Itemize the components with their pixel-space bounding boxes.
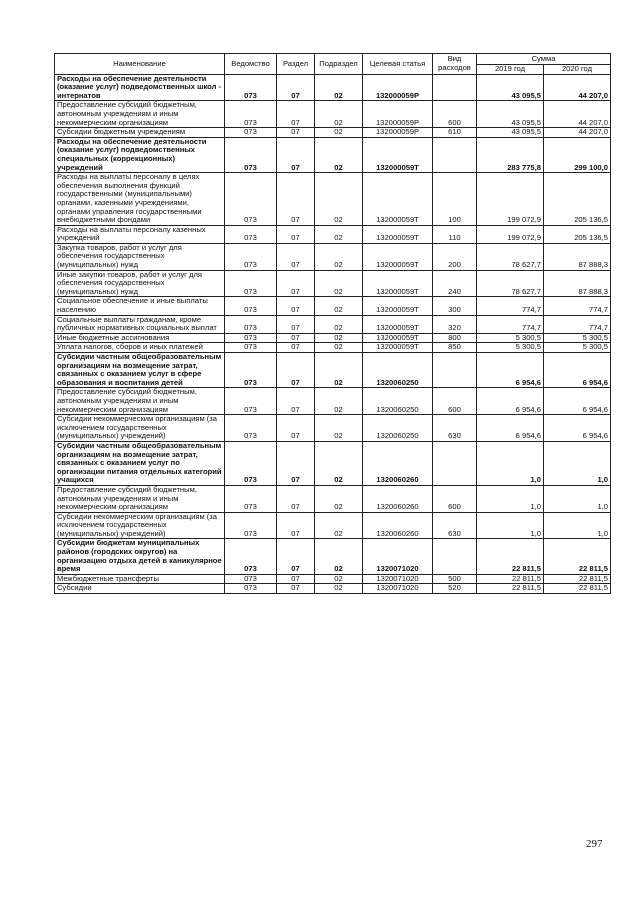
table-row [55,225,611,243]
row-section: 07 [277,173,315,226]
row-subsection: 02 [315,137,363,172]
row-exptype [433,441,477,485]
row-subsection: 02 [315,539,363,574]
row-subsection: 02 [315,315,363,333]
row-dept: 073 [225,101,277,128]
row-section: 07 [277,333,315,343]
row-sum-2020: 6 954,6 [544,353,611,388]
table-row [55,297,611,315]
row-sum-2020: 6 954,6 [544,415,611,442]
row-section: 07 [277,441,315,485]
row-sum-2019: 5 300,5 [477,333,544,343]
row-exptype: 300 [433,297,477,315]
row-name: Предоставление субсидий бюджетным, автономным учреждениям и иным некоммерческим организациям [55,101,225,128]
budget-table [54,53,611,594]
row-sum-2019: 1,0 [477,485,544,512]
row-sum-2020: 22 811,5 [544,539,611,574]
row-dept: 073 [225,388,277,415]
row-sum-2019: 43 095,5 [477,128,544,138]
row-sum-2019: 774,7 [477,315,544,333]
row-sum-2019: 6 954,6 [477,353,544,388]
row-dept: 073 [225,128,277,138]
row-sum-2020: 5 300,5 [544,343,611,353]
row-dept: 073 [225,333,277,343]
row-target: 1320060250 [363,415,433,442]
row-subsection: 02 [315,270,363,297]
row-dept: 073 [225,137,277,172]
row-subsection: 02 [315,128,363,138]
row-name: Субсидии бюджетным учреждениям [55,128,225,138]
row-target: 1320060260 [363,485,433,512]
row-exptype: 850 [433,343,477,353]
row-dept: 073 [225,485,277,512]
row-subsection: 02 [315,485,363,512]
table-row [55,173,611,226]
row-section: 07 [277,315,315,333]
table-row [55,388,611,415]
row-subsection: 02 [315,353,363,388]
row-subsection: 02 [315,101,363,128]
row-subsection: 02 [315,333,363,343]
row-subsection: 02 [315,584,363,594]
table-row [55,512,611,539]
row-exptype [433,74,477,101]
table-row [55,137,611,172]
row-exptype: 600 [433,101,477,128]
row-section: 07 [277,388,315,415]
row-target: 132000059Т [363,173,433,226]
row-exptype: 610 [433,128,477,138]
table-row [55,101,611,128]
row-subsection: 02 [315,343,363,353]
header-section: Раздел [277,54,315,75]
row-exptype: 500 [433,574,477,584]
row-exptype: 600 [433,485,477,512]
header-year-2020: 2020 год [544,65,611,75]
row-name: Предоставление субсидий бюджетным, автономным учреждениям и иным некоммерческим организациям [55,388,225,415]
row-dept: 073 [225,225,277,243]
row-name: Уплата налогов, сборов и иных платежей [55,343,225,353]
row-exptype [433,353,477,388]
table-row [55,485,611,512]
row-dept: 073 [225,441,277,485]
row-target: 132000059Т [363,297,433,315]
header-sum: Сумма [477,54,611,65]
row-sum-2019: 22 811,5 [477,539,544,574]
row-sum-2019: 6 954,6 [477,415,544,442]
row-name: Субсидии частным общеобразовательным организациям на возмещение затрат, связанных с оказанием услуг по организации питания отдельных категорий учащихся [55,441,225,485]
row-name: Расходы на обеспечение деятельности (оказание услуг) подведомственных специальных (коррекционных) учреждений [55,137,225,172]
row-section: 07 [277,353,315,388]
row-dept: 073 [225,315,277,333]
row-section: 07 [277,343,315,353]
row-target: 1320071020 [363,574,433,584]
row-exptype: 630 [433,415,477,442]
row-dept: 073 [225,297,277,315]
row-name: Иные закупки товаров, работ и услуг для обеспечения государственных (муниципальных) нужд [55,270,225,297]
row-section: 07 [277,539,315,574]
row-exptype: 630 [433,512,477,539]
row-name: Субсидии некоммерческим организациям (за исключением государственных (муниципальных) учреждений) [55,512,225,539]
row-section: 07 [277,584,315,594]
row-sum-2019: 43 095,5 [477,101,544,128]
row-name: Иные бюджетные ассигнования [55,333,225,343]
row-exptype: 240 [433,270,477,297]
row-sum-2020: 1,0 [544,485,611,512]
row-section: 07 [277,415,315,442]
row-subsection: 02 [315,415,363,442]
row-sum-2019: 43 095,5 [477,74,544,101]
row-sum-2019: 78 627,7 [477,243,544,270]
row-section: 07 [277,137,315,172]
header-exptype: Вид расходов [433,54,477,75]
row-target: 132000059Т [363,225,433,243]
row-name: Закупка товаров, работ и услуг для обеспечения государственных (муниципальных) нужд [55,243,225,270]
row-sum-2019: 6 954,6 [477,388,544,415]
row-exptype: 320 [433,315,477,333]
row-subsection: 02 [315,388,363,415]
row-sum-2020: 22 811,5 [544,584,611,594]
row-target: 132000059Т [363,315,433,333]
row-target: 1320071020 [363,539,433,574]
table-row [55,539,611,574]
row-dept: 073 [225,74,277,101]
table-row [55,584,611,594]
row-name: Расходы на выплаты персоналу казенных учреждений [55,225,225,243]
row-sum-2020: 299 100,0 [544,137,611,172]
row-exptype [433,539,477,574]
row-dept: 073 [225,574,277,584]
header-name: Наименование [55,54,225,75]
row-target: 1320071020 [363,584,433,594]
row-sum-2020: 1,0 [544,512,611,539]
row-name: Субсидии бюджетам муниципальных районов (городских округов) на организацию отдыха детей в каникулярное время [55,539,225,574]
row-sum-2020: 87 888,3 [544,270,611,297]
table-row [55,441,611,485]
row-target: 132000059Р [363,101,433,128]
row-section: 07 [277,512,315,539]
row-name: Расходы на обеспечение деятельности (оказание услуг) подведомственных школ - интернатов [55,74,225,101]
row-sum-2019: 283 775,8 [477,137,544,172]
row-sum-2019: 78 627,7 [477,270,544,297]
row-dept: 073 [225,584,277,594]
row-subsection: 02 [315,297,363,315]
row-subsection: 02 [315,173,363,226]
row-target: 1320060260 [363,512,433,539]
row-name: Предоставление субсидий бюджетным, автономным учреждениям и иным некоммерческим организациям [55,485,225,512]
row-subsection: 02 [315,243,363,270]
row-target: 1320060250 [363,353,433,388]
row-dept: 073 [225,539,277,574]
row-sum-2020: 44 207,0 [544,101,611,128]
row-sum-2019: 1,0 [477,512,544,539]
row-exptype [433,137,477,172]
row-target: 132000059Т [363,270,433,297]
row-target: 132000059Р [363,74,433,101]
row-sum-2020: 6 954,6 [544,388,611,415]
page-number: 297 [586,838,603,850]
row-sum-2019: 199 072,9 [477,173,544,226]
row-sum-2019: 5 300,5 [477,343,544,353]
row-section: 07 [277,297,315,315]
row-sum-2020: 22 811,5 [544,574,611,584]
row-name: Социальные выплаты гражданам, кроме публичных нормативных социальных выплат [55,315,225,333]
row-exptype: 100 [433,173,477,226]
row-dept: 073 [225,512,277,539]
row-target: 132000059Т [363,243,433,270]
row-sum-2019: 774,7 [477,297,544,315]
row-dept: 073 [225,270,277,297]
row-name: Субсидии некоммерческим организациям (за исключением государственных (муниципальных) учреждений) [55,415,225,442]
table-body [55,74,611,593]
table-row [55,243,611,270]
table-row [55,353,611,388]
row-target: 132000059Р [363,128,433,138]
row-section: 07 [277,243,315,270]
table-row [55,128,611,138]
row-name: Социальное обеспечение и иные выплаты населению [55,297,225,315]
row-name: Субсидии [55,584,225,594]
row-section: 07 [277,485,315,512]
row-exptype: 520 [433,584,477,594]
row-subsection: 02 [315,225,363,243]
row-name: Межбюджетные трансферты [55,574,225,584]
row-section: 07 [277,574,315,584]
row-target: 132000059Т [363,333,433,343]
row-sum-2020: 205 136,5 [544,225,611,243]
row-section: 07 [277,270,315,297]
row-subsection: 02 [315,574,363,584]
table-row [55,415,611,442]
row-target: 1320060250 [363,388,433,415]
row-sum-2020: 87 888,3 [544,243,611,270]
table-row [55,270,611,297]
row-name: Расходы на выплаты персоналу в целях обеспечения выполнения функций государственными (муниципальными) органами, казенными учреждениями, органами управления государственными внебюджетными фондами [55,173,225,226]
row-subsection: 02 [315,512,363,539]
row-exptype: 600 [433,388,477,415]
row-sum-2020: 1,0 [544,441,611,485]
row-sum-2019: 22 811,5 [477,584,544,594]
row-sum-2019: 1,0 [477,441,544,485]
budget-table-sheet [54,53,610,594]
row-section: 07 [277,101,315,128]
row-exptype: 110 [433,225,477,243]
row-sum-2020: 774,7 [544,315,611,333]
row-section: 07 [277,225,315,243]
header-year-2019: 2019 год [477,65,544,75]
table-row [55,315,611,333]
row-dept: 073 [225,243,277,270]
row-dept: 073 [225,173,277,226]
row-dept: 073 [225,415,277,442]
row-sum-2019: 22 811,5 [477,574,544,584]
row-dept: 073 [225,353,277,388]
row-sum-2019: 199 072,9 [477,225,544,243]
row-sum-2020: 44 207,0 [544,74,611,101]
row-target: 1320060260 [363,441,433,485]
row-sum-2020: 5 300,5 [544,333,611,343]
row-exptype: 800 [433,333,477,343]
row-sum-2020: 774,7 [544,297,611,315]
row-subsection: 02 [315,74,363,101]
header-target: Целевая статья [363,54,433,75]
row-section: 07 [277,74,315,101]
header-dept: Ведомство [225,54,277,75]
row-exptype: 200 [433,243,477,270]
table-row [55,74,611,101]
row-subsection: 02 [315,441,363,485]
row-target: 132000059Т [363,343,433,353]
row-section: 07 [277,128,315,138]
header-subsection: Подраздел [315,54,363,75]
row-sum-2020: 205 136,5 [544,173,611,226]
row-dept: 073 [225,343,277,353]
row-name: Субсидии частным общеобразовательным организациям на возмещение затрат, связанных с оказанием услуг в сфере образования и воспитания детей [55,353,225,388]
row-sum-2020: 44 207,0 [544,128,611,138]
row-target: 132000059Т [363,137,433,172]
